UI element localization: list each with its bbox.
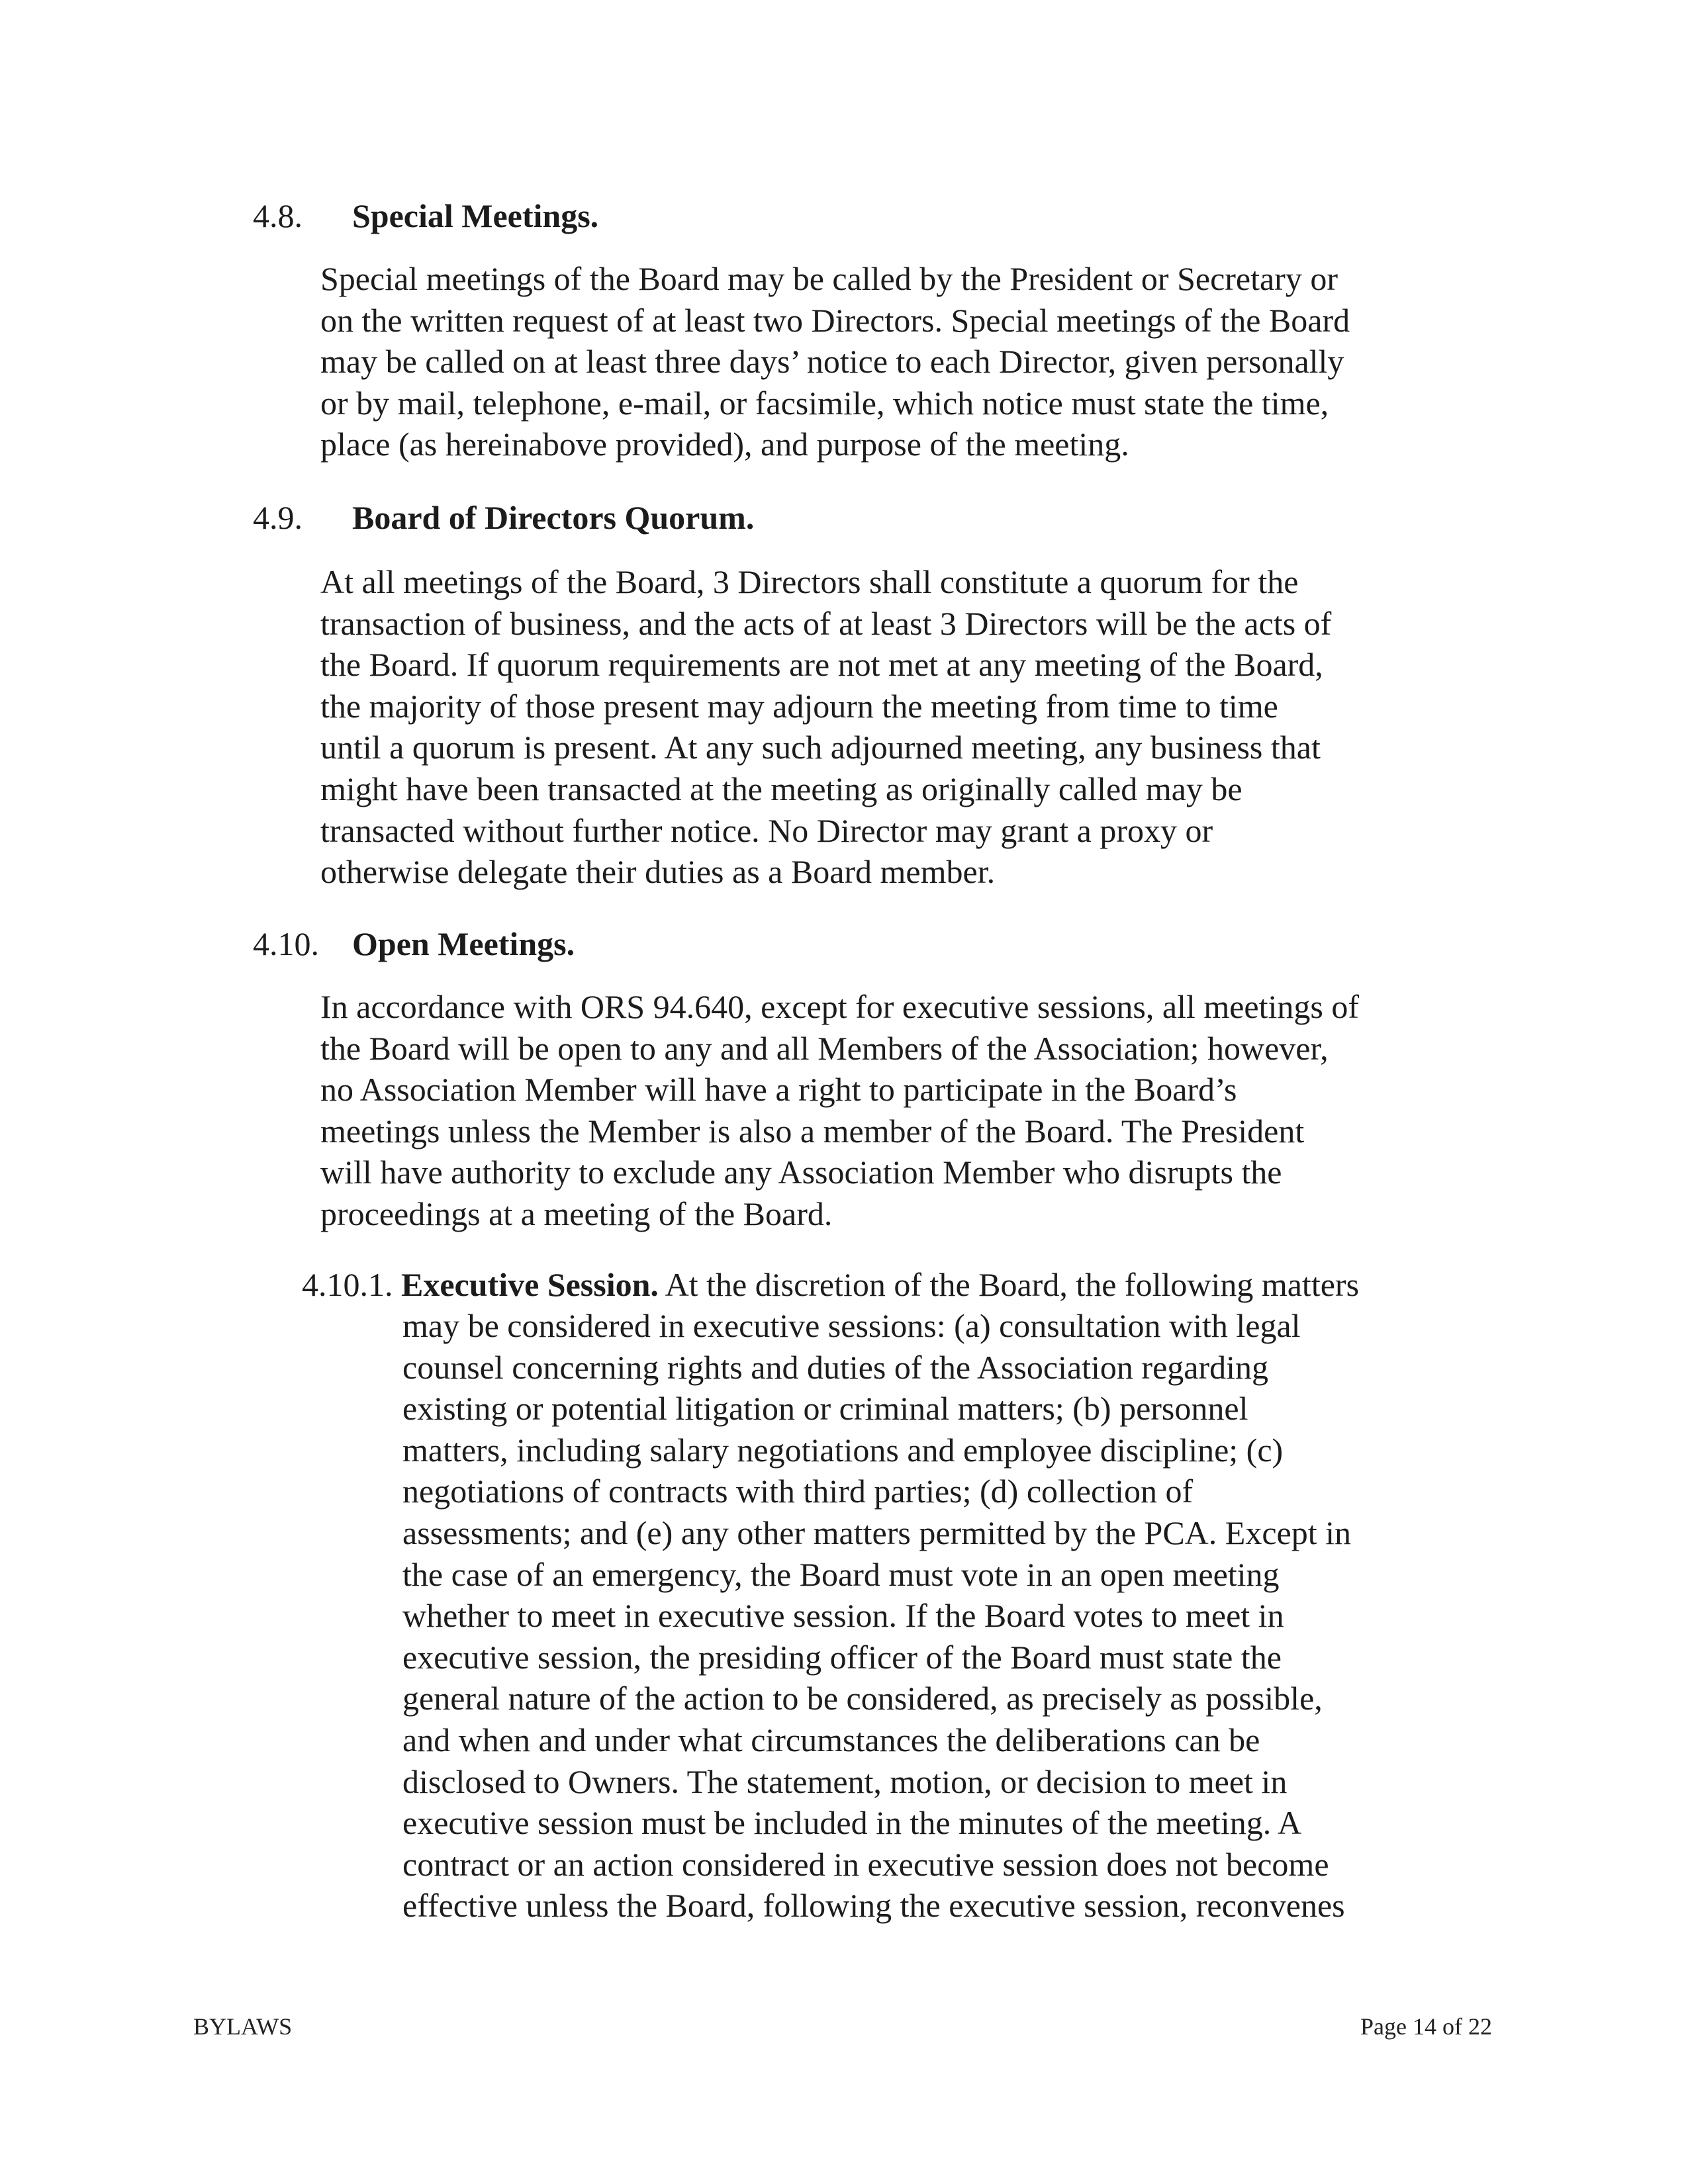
body-line: proceedings at a meeting of the Board. — [320, 1195, 833, 1232]
body-line: otherwise delegate their duties as a Board member. — [320, 853, 996, 891]
body-line: transaction of business, and the acts of at least 3 Directors will be the acts of — [320, 604, 1332, 642]
body-line: on the written request of at least two Directors. Special meetings of the Board — [320, 301, 1350, 339]
body-line: contract or an action considered in executive session does not become — [402, 1845, 1329, 1883]
subsection-number: 4.10.1. — [302, 1266, 393, 1303]
subsection-first-line-text: At the discretion of the Board, the following matters — [665, 1266, 1360, 1303]
footer-left: BYLAWS — [193, 2013, 293, 2040]
section-body — [320, 561, 1331, 893]
body-line: will have authority to exclude any Association Member who disrupts the — [320, 1154, 1282, 1191]
body-line: assessments; and (e) any other matters permitted by the PCA. Except in — [402, 1514, 1351, 1551]
body-line: In accordance with ORS 94.640, except for executive sessions, all meetings of — [320, 988, 1359, 1025]
body-line: executive session, the presiding officer of the Board must state the — [402, 1638, 1282, 1676]
section-number: 4.9. — [253, 499, 303, 536]
body-line: might have been transacted at the meeting as originally called may be — [320, 770, 1243, 807]
body-line: disclosed to Owners. The statement, motion, or decision to meet in — [402, 1762, 1288, 1800]
body-line: Special meetings of the Board may be called by the President or Secretary or — [320, 260, 1338, 297]
body-line: counsel concerning rights and duties of the Association regarding — [402, 1348, 1269, 1386]
body-line: may be considered in executive sessions: (a) consultation with legal — [402, 1307, 1301, 1344]
body-line: the Board will be open to any and all Members of the Association; however, — [320, 1029, 1329, 1067]
body-line: general nature of the action to be considered, as precisely as possible, — [402, 1680, 1323, 1717]
section-title: Open Meetings. — [352, 925, 575, 962]
body-line: whether to meet in executive session. If the Board votes to meet in — [402, 1597, 1284, 1635]
body-line: executive session must be included in the minutes of the meeting. A — [402, 1804, 1302, 1842]
section-heading — [253, 924, 575, 964]
body-line: and when and under what circumstances the deliberations can be — [402, 1721, 1260, 1758]
subsection-body — [402, 1305, 1351, 1927]
body-line: the majority of those present may adjourn the meeting from time to time — [320, 687, 1278, 725]
section-title: Board of Directors Quorum. — [352, 499, 755, 536]
section-heading — [253, 196, 598, 236]
subsection-heading-line — [302, 1266, 1359, 1303]
body-line: existing or potential litigation or criminal matters; (b) personnel — [402, 1390, 1248, 1428]
section-number: 4.10. — [253, 925, 319, 962]
body-line: the case of an emergency, the Board must vote in an open meeting — [402, 1555, 1280, 1593]
body-line: place (as hereinabove provided), and purpose of the meeting. — [320, 426, 1129, 463]
body-line: the Board. If quorum requirements are not met at any meeting of the Board, — [320, 646, 1323, 684]
section-title: Special Meetings. — [352, 197, 599, 234]
footer-page-number: Page 14 of 22 — [1360, 2013, 1492, 2040]
body-line: effective unless the Board, following the executive session, reconvenes — [402, 1887, 1345, 1925]
section-number: 4.8. — [253, 197, 303, 234]
body-line: until a quorum is present. At any such adjourned meeting, any business that — [320, 729, 1321, 766]
section-body — [320, 986, 1359, 1235]
body-line: At all meetings of the Board, 3 Directors shall constitute a quorum for the — [320, 563, 1299, 600]
body-line: may be called on at least three days’ notice to each Director, given personally — [320, 343, 1344, 381]
body-line: transacted without further notice. No Director may grant a proxy or — [320, 811, 1213, 849]
body-line: negotiations of contracts with third parties; (d) collection of — [402, 1473, 1194, 1510]
body-line: matters, including salary negotiations and employee discipline; (c) — [402, 1431, 1284, 1469]
body-line: meetings unless the Member is also a member of the Board. The President — [320, 1112, 1305, 1150]
subsection-first-line — [302, 1264, 1359, 1306]
subsection-title: Executive Session. — [401, 1266, 659, 1303]
body-line: or by mail, telephone, e-mail, or facsimile, which notice must state the time, — [320, 384, 1329, 422]
section-body — [320, 258, 1350, 465]
body-line: no Association Member will have a right to participate in the Board’s — [320, 1071, 1237, 1109]
section-heading — [253, 498, 754, 537]
